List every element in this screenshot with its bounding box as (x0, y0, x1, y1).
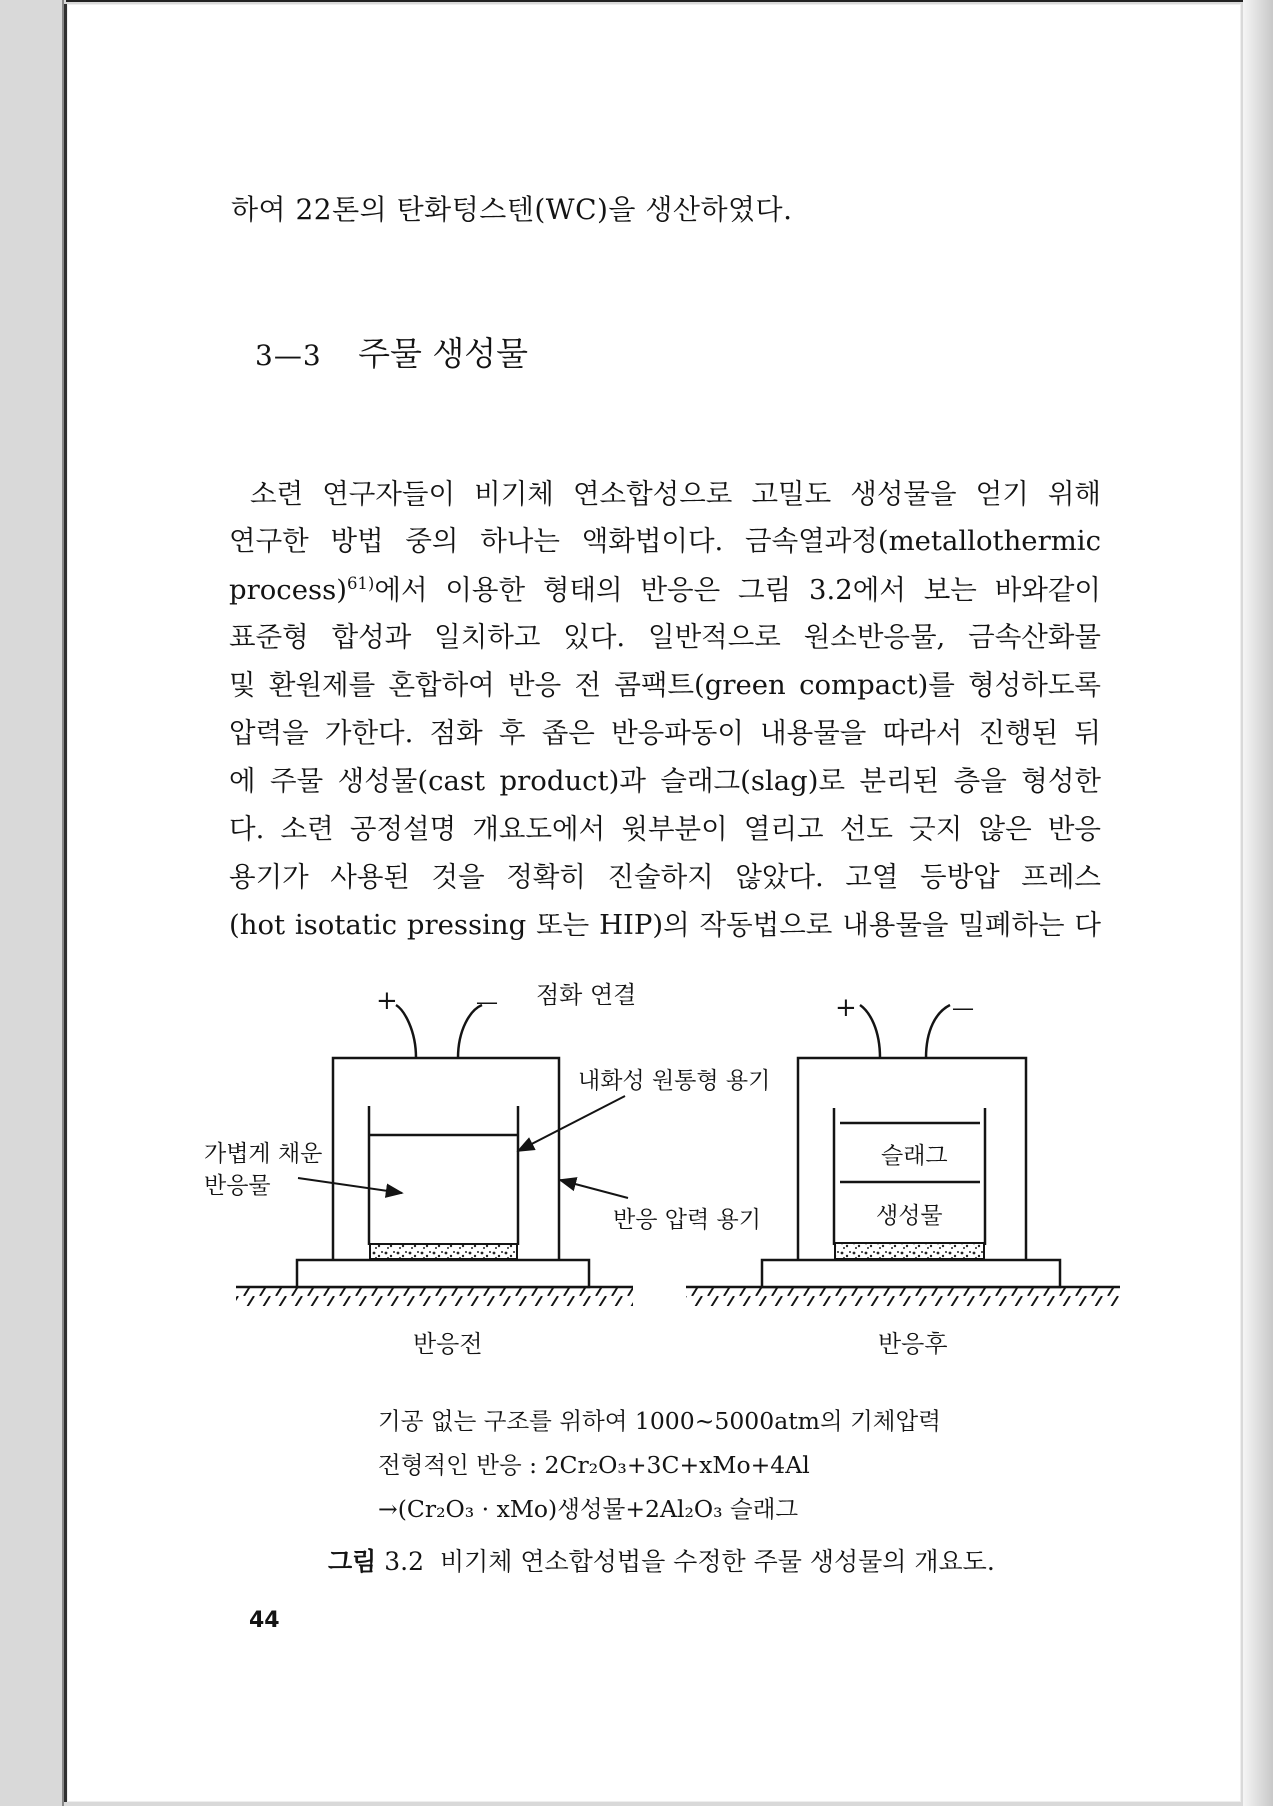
after-assembly (686, 993, 1120, 1358)
footnote-ref: 61) (346, 574, 375, 593)
caption-label: 그림 (328, 1547, 377, 1576)
paragraph-line: 표준형 합성과 일치하고 있다. 일반적으로 원소반응물, 금속산화물 (229, 621, 1101, 653)
ignition-label: 점화 연결 (536, 981, 637, 1009)
refractory-label: 내화성 원통형 용기 (578, 1068, 771, 1094)
paragraph-line-start: process) (229, 574, 347, 607)
reaction-line (378, 1446, 810, 1480)
ground-hatch (686, 1288, 1120, 1306)
before-assembly (204, 981, 770, 1358)
paragraph-line: 소련 연구자들이 비기체 연소합성으로 고밀도 생성물을 얻기 위해 (250, 478, 1101, 510)
powder-layer (370, 1244, 517, 1259)
minus-terminal: — (952, 996, 974, 1021)
base-plate (297, 1260, 589, 1287)
figure-caption (328, 1542, 995, 1578)
paragraph-line: 다. 소련 공정설명 개요도에서 윗부분이 열리고 선도 긋지 않은 반응 (229, 813, 1101, 845)
ignition-lead (926, 1005, 950, 1058)
after-label: 반응후 (878, 1330, 948, 1358)
caption-text: 비기체 연소합성법을 수정한 주물 생성물의 개요도. (439, 1547, 995, 1576)
reaction-equation: 2Cr₂O₃+3C+xMo+4Al (544, 1451, 810, 1479)
pointer-arrow (560, 1180, 628, 1198)
minus-terminal: — (476, 990, 498, 1015)
paragraph-line-rest: 에서 이용한 형태의 반응은 그림 3.2에서 보는 바와같이 (374, 574, 1101, 607)
loose-reactant-label: 가볍게 채운 (204, 1141, 323, 1167)
paragraph-line: 에 주물 생성물(cast product)과 슬래그(slag)로 분리된 층을 형성한 (229, 765, 1101, 797)
product-label: 생성물 (876, 1203, 943, 1229)
reaction-label: 전형적인 반응 : (378, 1451, 545, 1479)
before-label: 반응전 (413, 1330, 483, 1358)
plus-terminal: + (376, 986, 398, 1016)
base-plate (762, 1260, 1060, 1287)
slag-label: 슬래그 (881, 1143, 948, 1169)
paragraph-line: (hot isotatic pressing 또는 HIP)의 작동법으로 내용물을 밀폐하는 다 (229, 909, 1101, 941)
pointer-arrow (298, 1178, 402, 1193)
paragraph-line: 연구한 방법 중의 하나는 액화법이다. 금속열과정(metallothermic (229, 525, 1101, 557)
intro-line: 하여 22톤의 탄화텅스텐(WC)을 생산하였다. (231, 193, 793, 226)
plus-terminal: + (835, 993, 857, 1023)
pressure-note: 기공 없는 구조를 위하여 1000~5000atm의 기체압력 (378, 1407, 941, 1435)
section-title: 주물 생성물 (358, 334, 529, 373)
loose-reactant-label: 반응물 (204, 1173, 271, 1199)
caption-number: 3.2 (384, 1547, 425, 1576)
ignition-lead (396, 1005, 416, 1058)
paragraph-line: 압력을 가한다. 점화 후 좁은 반응파동이 내용물을 따라서 진행된 뒤 (229, 717, 1101, 749)
reaction-products: →(Cr₂O₃ · xMo)생성물+2Al₂O₃ 슬래그 (378, 1495, 799, 1523)
page-number: 44 (249, 1608, 280, 1633)
paragraph-line: 및 환원제를 혼합하여 반응 전 콤팩트(green compact)를 형성하도록 (229, 669, 1101, 701)
pointer-arrow (518, 1096, 625, 1151)
pressure-vessel-label: 반응 압력 용기 (613, 1207, 761, 1233)
ground-hatch (236, 1288, 633, 1306)
paragraph-line: 용기가 사용된 것을 정확히 진술하지 않았다. 고열 등방압 프레스 (229, 861, 1101, 893)
pressure-vessel (333, 1058, 559, 1260)
ignition-lead (860, 1005, 880, 1058)
powder-layer (835, 1243, 984, 1259)
section-number: 3—3 (255, 339, 322, 372)
